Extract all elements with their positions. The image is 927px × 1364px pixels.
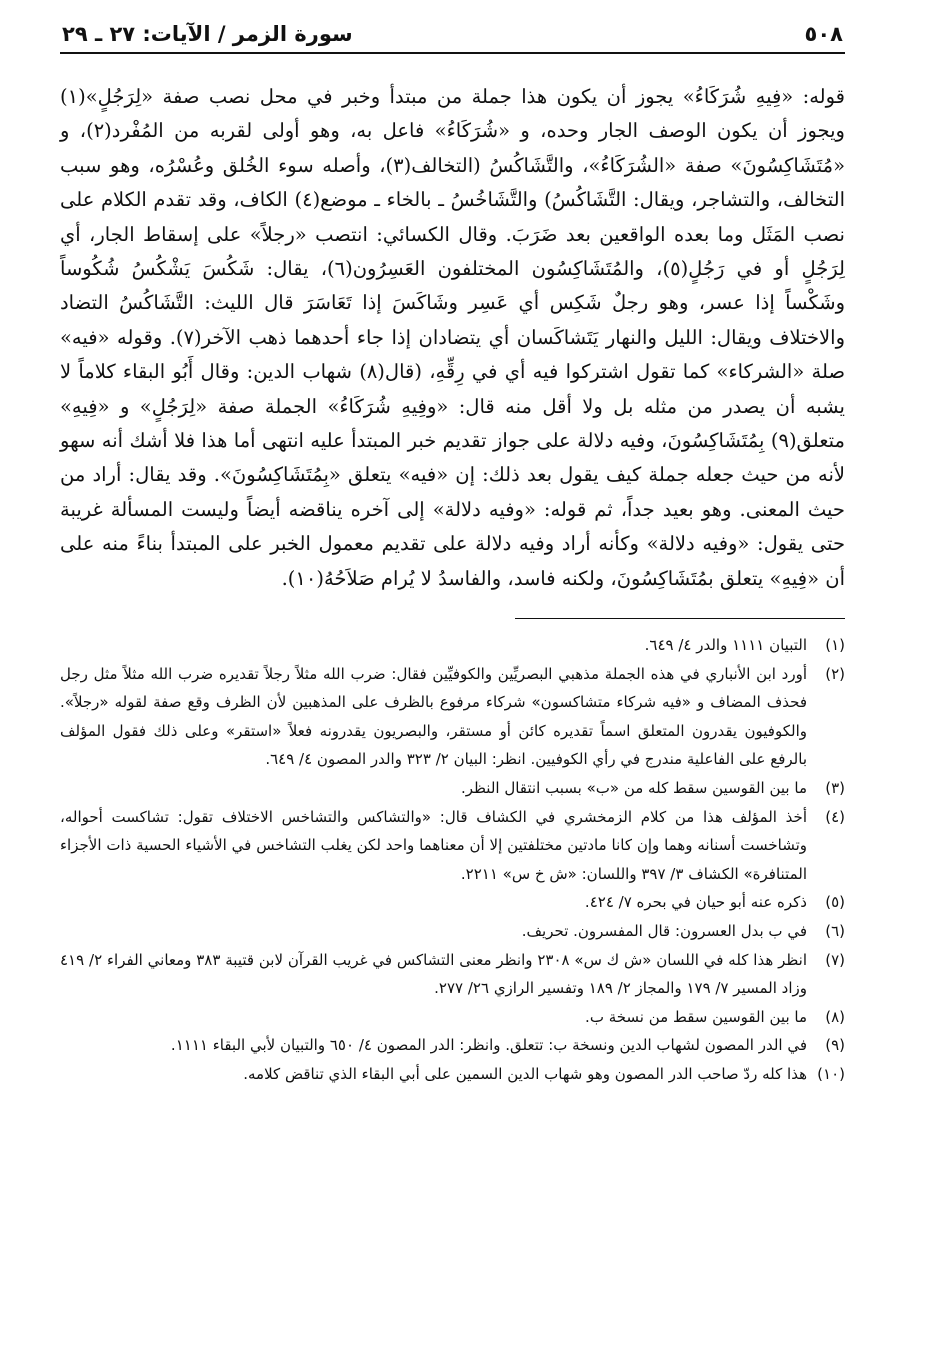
footnote-item bbox=[60, 1060, 845, 1089]
footnote-item bbox=[60, 888, 845, 917]
footnote-item bbox=[60, 917, 845, 946]
footnote-text: في الدر المصون لشهاب الدين ونسخة ب: تتعلق. وانظر: الدر المصون ٤/ ٦٥٠ والتبيان لأبي البقاء ١١١١. bbox=[170, 1036, 807, 1055]
footnote-number: (٦) bbox=[825, 922, 845, 941]
footnote-number: (٧) bbox=[825, 950, 845, 969]
page-number: ٥٠٨ bbox=[804, 22, 843, 46]
main-text bbox=[60, 80, 845, 596]
footnote-text: أورد ابن الأنباري في هذه الجملة مذهبي البصريِّين والكوفيِّين فقال: ضرب الله مثلاً رجلاً تقديره ضرب الله مثلاً مثل رجل فحذف المضاف و «فيه شركاء متشاكسون» شركاء مرفوع بالظرف على المذهبين لأن الظرف وقع صفة لقوله «رجلاً». والكوفيون يقدرون المتعلق اسماً تقديره كائن أو مستقر، والبصريون يقدرونه فعلاً «استقر» وعلى ذلك فقول المؤلف بالرفع على الفاعلية مندرج في رأي الكوفيين. انظر: البيان ٢/ ٣٢٣ والدر المصون ٤/ ٦٤٩. bbox=[60, 664, 807, 769]
footnote-text: انظر هذا كله في اللسان «ش ك س» ٢٣٠٨ وانظر معنى التشاكس في غريب القرآن لابن قتيبة ٣٨٣ ومعاني الفراء ٢/ ٤١٩ وزاد المسير ٧/ ١٧٩ والمجاز ٢/ ١٨٩ وتفسير الرازي ٢٦/ ٢٧٧. bbox=[60, 950, 807, 998]
footnote-text: التبيان ١١١١ والدر ٤/ ٦٤٩. bbox=[644, 636, 807, 655]
footnote-number: (٣) bbox=[825, 779, 845, 798]
footnote-text: هذا كله ردّ صاحب الدر المصون وهو شهاب الدين السمين على أبي البقاء الذي تناقض كلامه. bbox=[243, 1065, 807, 1083]
footnote-number: (٨) bbox=[825, 1007, 845, 1026]
footnotes bbox=[60, 631, 845, 1089]
footnote-separator bbox=[515, 618, 845, 619]
main-paragraph: قوله: «فِيهِ شُرَكَاءُ» يجوز أن يكون هذا جملة من مبتدأ وخبر في محل نصب صفة «لِرَجُلٍ»(١) ويجوز أن يكون الوصف الجار وحده، و «شُرَكَاءُ» فاعل به، وهو أولى لقربه من المُفْرد(٢)، و «مُتَشَاكِسُونَ» صفة «الشُرَكَاءُ»، والتَّشَاكُسُ (التخالف(٣)، وأصله سوء الخُلق وعُسْرُه، وهو سبب التخالف، والتشاجر، ويقال: التَّشَاكُسُ) والتَّشَاخُسُ ـ بالخاء ـ موضع(٤) الكاف، وقد تقدم الكلام على نصب المَثَل وما بعده الواقعين بعد ضَرَبَ. وقال الكسائي: انتصب «رجلاً» على إسقاط الجار، أي لِرَجُلٍ أو في رَجُلٍ(٥)، والمُتَشَاكِسُون المختلفون العَسِرُون(٦)، يقال: شَكُسَ يَشْكُسُ شُكُوساً وشَكْساً إذا عسر، وهو رجلٌ شَكِس أي عَسِر وشَاكَسَ إذا تَعَاسَرَ قال الليث: التَّشَاكُسُ التضاد والاختلاف ويقال: الليل والنهار يَتَشاكَسان أي يتضادان إذا جاء أحدهما ذهب الآخر(٧). وقوله «فيه» صلة «الشركاء» كما تقول اشتركوا فيه أي في رِقِّهِ، (قال(٨) شهاب الدين: وقال أَبُو البقاء كلاماً لا يشبه أن يصدر من مثله بل ولا أقل منه قال: «وفِيهِ شُرَكَاءُ» الجملة صفة «لِرَجُلٍ» و «فِيهِ» متعلق(٩) بِمُتَشَاكِسُونَ، وفيه دلالة على جواز تقديم خبر المبتدأ عليه انتهى أما هذا فلا أشك أنه سهو لأنه من حيث جعله جملة كيف يقول بعد ذلك: إن «فيه» يتعلق «بِمُتَشَاكِسُونَ». وقد يقال: أراد من حيث المعنى. وهو بعيد جداً، ثم قوله: «وفيه دلالة» إلى آخره يناقضه أيضاً وليست المسألة غريبة حتى يقول: «وفيه دلالة» وكأنه أراد وفيه دلالة على تقديم معمول الخبر على المبتدأ بناءً منه على أن «فِيهِ» يتعلق بمُتَشَاكِسُونَ، ولكنه فاسد، والفاسدُ لا يُرام صَلاَحُهُ(١٠). bbox=[60, 85, 845, 590]
footnote-item bbox=[60, 1031, 845, 1060]
footnote-item bbox=[60, 660, 845, 774]
footnote-text: ما بين القوسين سقط كله من «ب» بسبب انتقال النظر. bbox=[460, 779, 807, 798]
footnote-number: (٥) bbox=[825, 893, 845, 912]
running-header bbox=[60, 22, 845, 54]
footnote-item bbox=[60, 631, 845, 660]
footnote-item bbox=[60, 946, 845, 1003]
footnote-text: ما بين القوسين سقط من نسخة ب. bbox=[585, 1007, 807, 1026]
footnote-number: (٩) bbox=[825, 1036, 845, 1055]
running-title: سورة الزمر / الآيات: ٢٧ ـ ٢٩ bbox=[62, 22, 353, 46]
footnote-text: ذكره عنه أبو حيان في بحره ٧/ ٤٢٤. bbox=[584, 893, 807, 912]
footnote-item bbox=[60, 1003, 845, 1032]
footnote-text: أخذ المؤلف هذا من كلام الزمخشري في الكشاف قال: «والتشاكس والتشاخس الاختلاف تقول: تشاكست أحواله، وتشاخست أسنانه وهما وإن كانا مادتين مختلفتين إلا أن معناهما واحد لكن يغلب التشاخس في الأشياء الحسية ذات الأجزاء المتنافرة» الكشاف ٣/ ٣٩٧ واللسان: «ش خ س» ٢٢١١. bbox=[60, 807, 807, 883]
footnote-number: (٢) bbox=[825, 664, 845, 683]
footnote-text: في ب بدل العسرون: قال المفسرون. تحريف. bbox=[521, 922, 807, 941]
footnote-number: (١٠) bbox=[817, 1065, 845, 1083]
footnote-item bbox=[60, 803, 845, 889]
footnote-number: (١) bbox=[825, 636, 845, 655]
book-page bbox=[60, 22, 845, 1089]
footnote-number: (٤) bbox=[825, 807, 845, 826]
footnote-item bbox=[60, 774, 845, 803]
